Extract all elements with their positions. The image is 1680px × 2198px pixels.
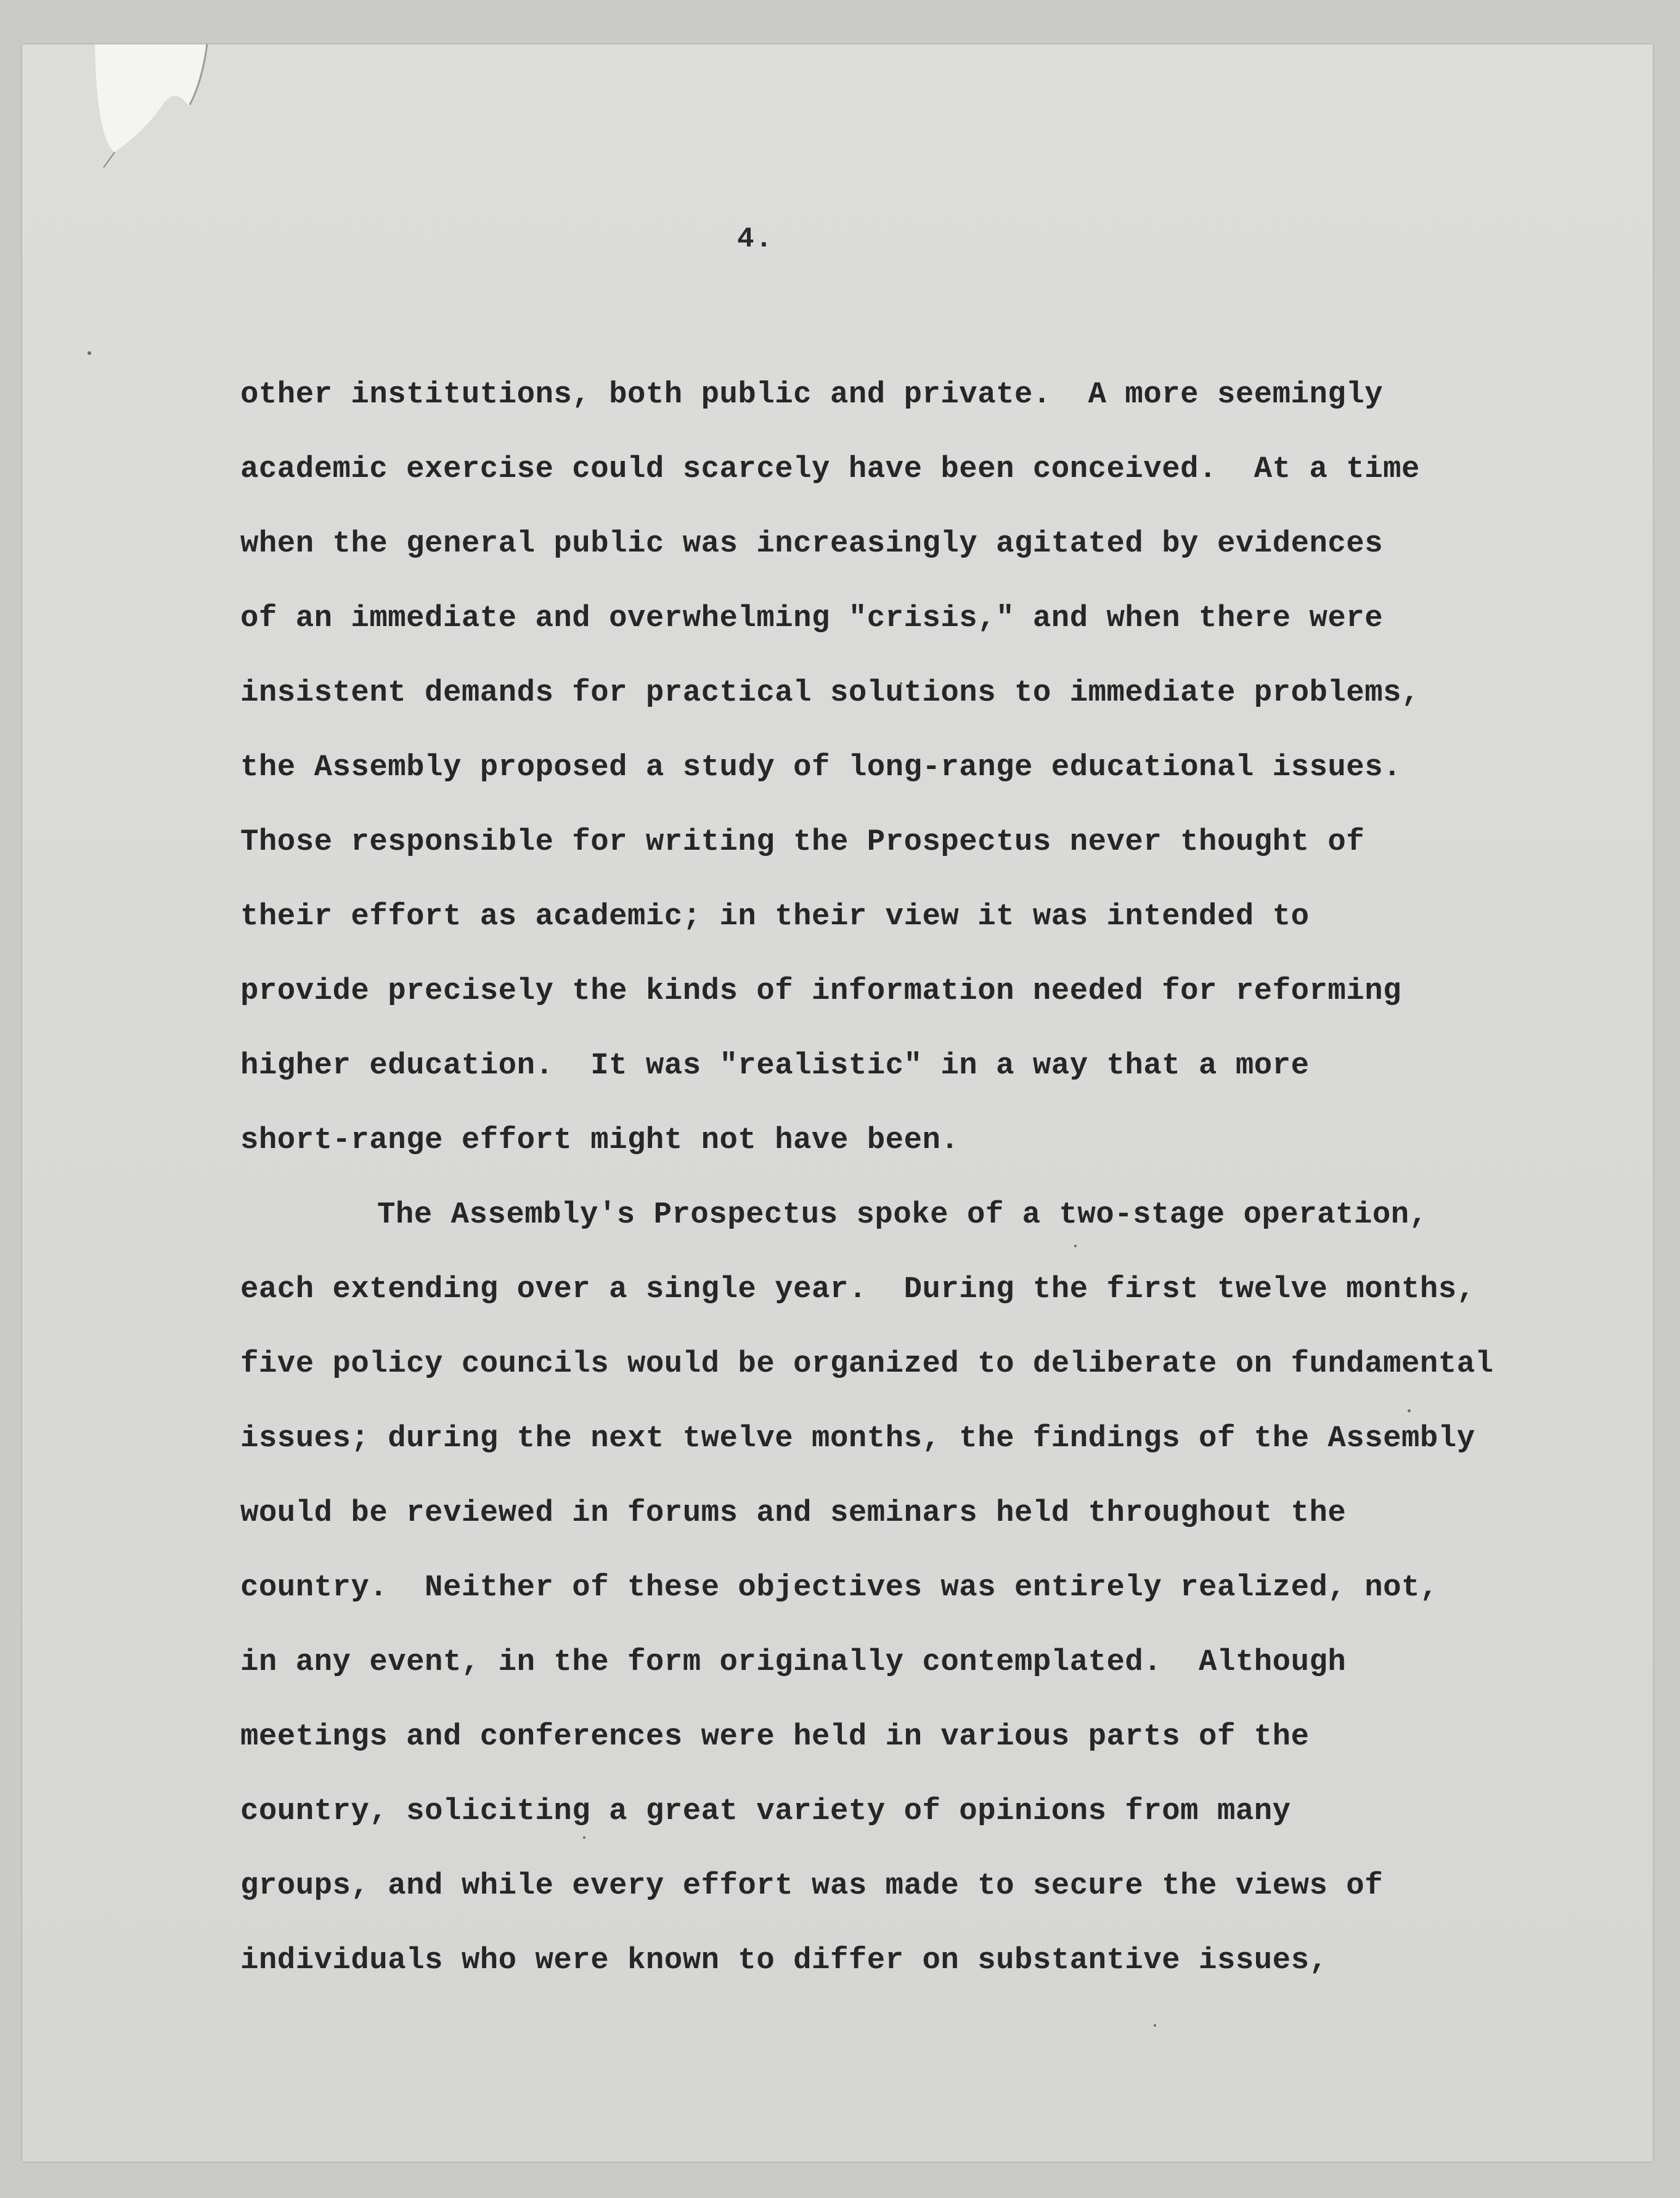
text-line: in any event, in the form originally contemplated. Although [240,1645,1347,1679]
document-body [240,357,1621,1998]
text-line: groups, and while every effort was made to secure the views of [240,1868,1384,1903]
scan-speck [1154,2024,1156,2027]
text-line: insistent demands for practical solutions to immediate problems, [240,675,1420,710]
text-line: of an immediate and overwhelming "crisis," and when there were [240,601,1384,635]
text-line: issues; during the next twelve months, the findings of the Assembly [240,1421,1475,1455]
text-line: five policy councils would be organized to deliberate on fundamental [240,1346,1494,1381]
text-line: country. Neither of these objectives was entirely realized, not, [240,1570,1438,1605]
text-line: country, soliciting a great variety of opinions from many [240,1794,1291,1828]
text-line: The Assembly's Prospectus spoke of a two-stage operation, [377,1197,1428,1232]
scan-speck [88,351,91,355]
text-line: meetings and conferences were held in various parts of the [240,1719,1310,1754]
text-line: would be reviewed in forums and seminars held throughout the [240,1496,1347,1530]
text-line: their effort as academic; in their view it was intended to [240,899,1310,934]
text-line: higher education. It was "realistic" in a way that a more [240,1048,1310,1083]
folded-corner-mark [22,44,232,192]
paragraph-2 [240,1178,1621,1998]
text-line: Those responsible for writing the Prospectus never thought of [240,824,1365,859]
text-line: other institutions, both public and private. A more seemingly [240,377,1384,412]
paragraph-1 [240,357,1621,1178]
text-line: short-range effort might not have been. [240,1123,960,1157]
text-line: when the general public was increasingly agitated by evidences [240,526,1384,561]
text-line: individuals who were known to differ on substantive issues, [240,1943,1328,1977]
text-line: provide precisely the kinds of information needed for reforming [240,974,1402,1008]
text-line: each extending over a single year. During the first twelve months, [240,1272,1475,1306]
text-line: academic exercise could scarcely have been conceived. At a time [240,452,1420,486]
text-line: the Assembly proposed a study of long-range educational issues. [240,750,1402,784]
page-number: 4. [737,223,774,255]
